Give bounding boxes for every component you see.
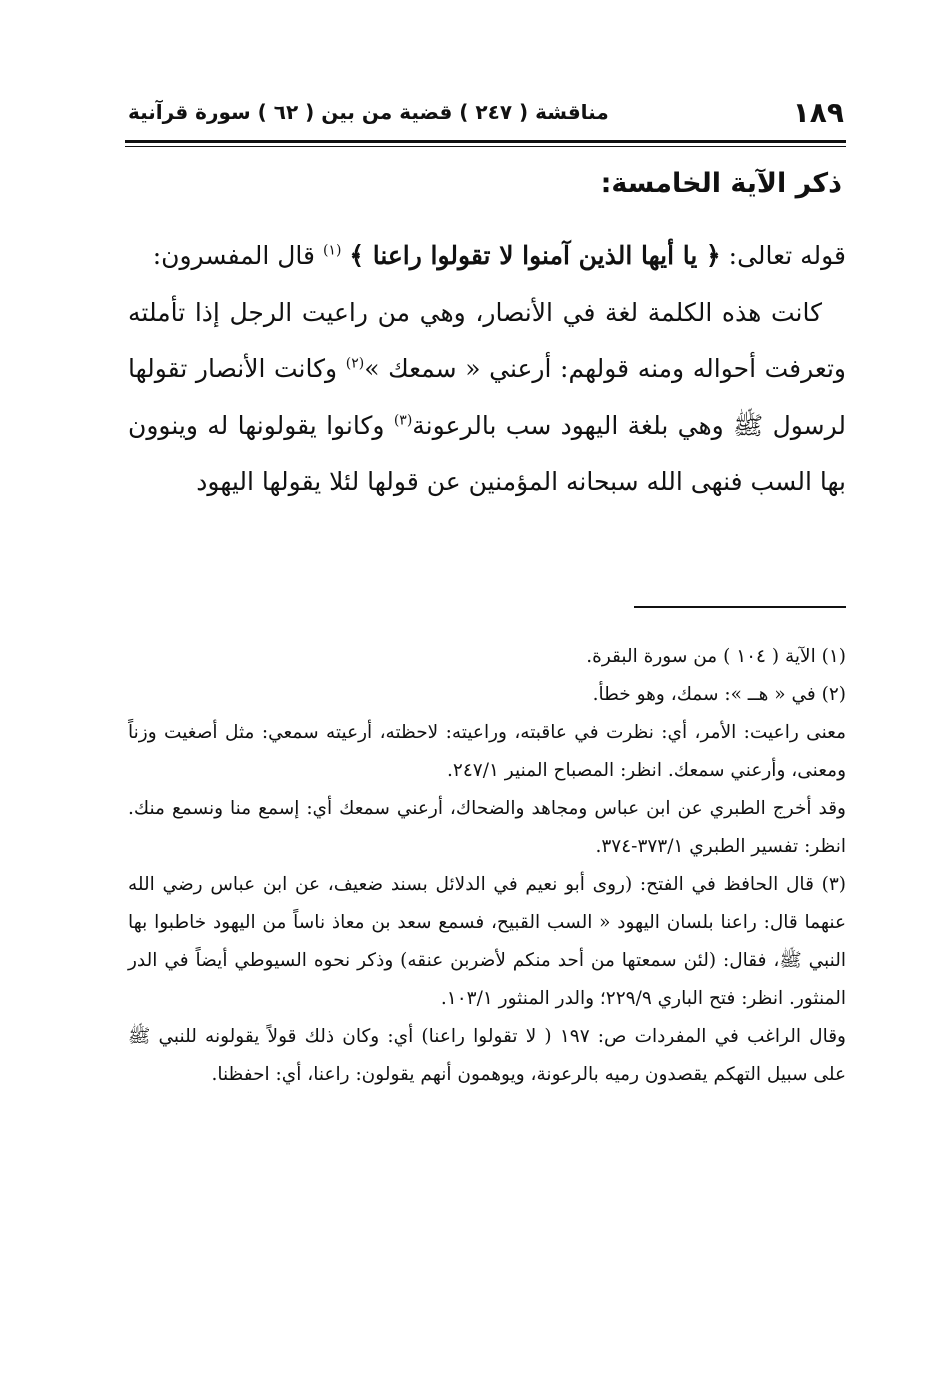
verse-after: قال المفسرون:	[152, 241, 315, 270]
section-heading: ذكر الآية الخامسة:	[600, 168, 842, 199]
quran-verse: ﴿ يا أيها الذين آمنوا لا تقولوا راعنا ﴾	[349, 241, 721, 270]
footnote-separator	[634, 606, 846, 608]
header-rule-thick	[125, 140, 846, 143]
verse-intro: قوله تعالى:	[728, 241, 846, 270]
footnote-3-raghib: وقال الراغب في المفردات ص: ١٩٧ ( لا تقولوا راعنا) أي: وكان ذلك قولاً يقولونه للنبي ﷺ على سبيل التهكم يقصدون رميه بالرعونة، ويوهمون أنهم يقولون: راعنا، أي: احفظنا.	[128, 1026, 846, 1085]
footnote-3: (٣) قال الحافظ في الفتح: (روى أبو نعيم في الدلائل بسند ضعيف، عن ابن عباس رضي الله عنهما قال: راعنا بلسان اليهود « السب القبيح، فسمع سعد بن معاذ ناساً من اليهود خاطبوا بها النبي ﷺ، فقال: (لئن سمعتها من أحد منكم لأضربن عنقه) وذكر نحوه السيوطي أيضاً في الدر المنثور. انظر: فتح الباري ٢٢٩/٩؛ والدر المنثور ١٠٣/١.	[128, 874, 846, 1009]
commentary-part-c: وكانوا يقولونها له وينوون بها السب فنهى الله سبحانه المؤمنين عن قولها لئلا يقولها اليهود	[128, 410, 846, 496]
running-title: مناقشة ( ٢٤٧ ) قضية من بين ( ٦٢ ) سورة قرآنية	[128, 100, 609, 124]
footnote-2-meaning: معنى راعيت: الأمر، أي: نظرت في عاقبته، وراعيته: لاحظته، أرعيته سمعي: مثل أصغيت وزناً ومعنى، وأرعني سمعك. انظر: المصباح المنير ٢٤٧/١.	[128, 722, 846, 781]
main-text	[128, 228, 846, 511]
footnote-2: (٢) في « هــ »: سمك، وهو خطأ.	[592, 684, 846, 705]
verse-paragraph	[128, 228, 846, 285]
footnote-ref-1: (١)	[322, 242, 342, 259]
page-number: ١٨٩	[792, 96, 844, 129]
footnote-1: (١) الآية ( ١٠٤ ) من سورة البقرة.	[586, 646, 846, 667]
commentary-paragraph	[128, 285, 846, 511]
footnote-ref-3: (٣)	[393, 412, 413, 429]
footnotes	[128, 638, 846, 1094]
commentary-part-b: وكانت الأنصار تقولها لرسول ﷺ وهي بلغة اليهود سب بالرعونة	[128, 354, 847, 440]
footnote-ref-2: (٢)	[345, 355, 365, 372]
header-rule-thin	[125, 146, 846, 147]
footnote-2-tabari: وقد أخرج الطبري عن ابن عباس ومجاهد والضحاك، أرعني سمعك أي: إسمع منا ونسمع منك. انظر: تفسير الطبري ٣٧٣/١-٣٧٤.	[128, 798, 846, 857]
page-header	[128, 92, 844, 132]
commentary-part-a: كانت هذه الكلمة لغة في الأنصار، وهي من راعيت الرجل إذا تأملته وتعرفت أحواله ومنه قولهم: أرعني « سمعك »	[128, 297, 846, 383]
